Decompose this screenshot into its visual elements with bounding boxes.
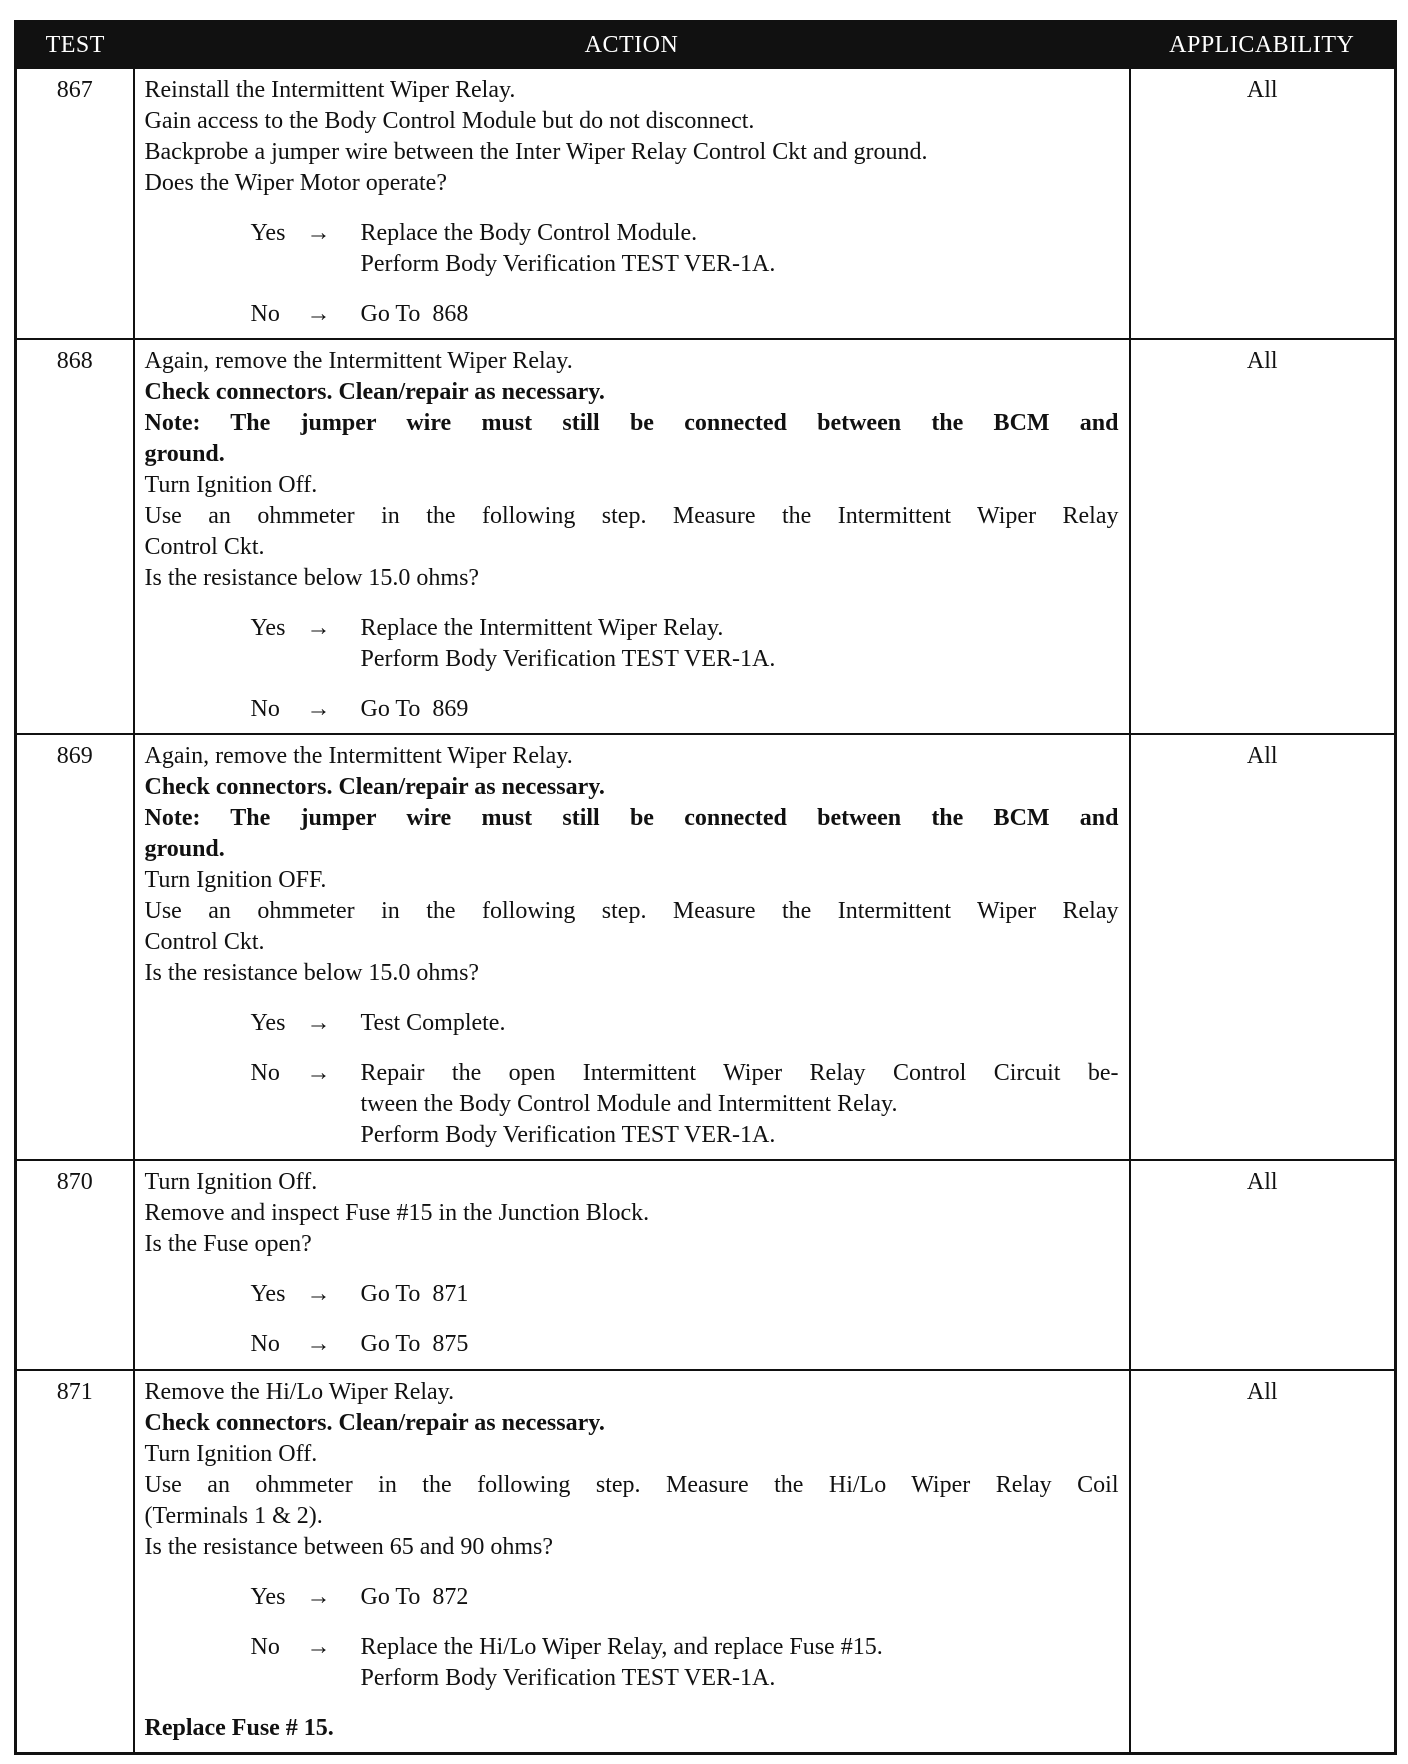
no-label: No	[250, 1060, 280, 1086]
no-result	[361, 694, 1119, 725]
step-text: Remove and inspect Fuse #15 in the Junction Block.	[144, 1200, 650, 1226]
result-line: Replace the Hi/Lo Wiper Relay, and replace Fuse #15.	[360, 1634, 883, 1660]
result-line: Go To 872	[360, 1584, 469, 1610]
arrow-icon: →	[306, 1060, 331, 1086]
step-text: Control Ckt.	[144, 929, 265, 955]
arrow-icon: →	[306, 1010, 331, 1036]
table-row	[16, 68, 1396, 339]
test-number: 867	[16, 68, 134, 339]
result-line: Go To 868	[360, 301, 469, 327]
applicability-value: All	[1130, 1160, 1396, 1370]
table-row	[16, 1160, 1396, 1370]
arrow-icon: →	[306, 615, 331, 641]
table-row	[16, 339, 1396, 734]
result-line: Test Complete.	[360, 1010, 506, 1036]
yes-label: Yes	[250, 220, 286, 246]
applicability-value: All	[1130, 339, 1396, 734]
applicability-value: All	[1130, 1370, 1396, 1754]
step-text: ground.	[144, 441, 225, 467]
action-cell	[134, 339, 1130, 734]
step-text: Use an ohmmeter in the following step. Measure the Intermittent Wiper Relay	[144, 898, 1119, 924]
test-number: 868	[16, 339, 134, 734]
step-text: Gain access to the Body Control Module but do not disconnect.	[144, 108, 755, 134]
yes-outcome	[145, 613, 1119, 675]
header-applicability: APPLICABILITY	[1130, 22, 1396, 69]
arrow-icon: →	[306, 696, 331, 722]
arrow-icon: →	[306, 1331, 331, 1357]
step-text: Reinstall the Intermittent Wiper Relay.	[144, 77, 516, 103]
step-text: Turn Ignition OFF.	[144, 867, 327, 893]
no-outcome	[145, 694, 1119, 725]
action-cell	[134, 734, 1130, 1160]
result-line: Perform Body Verification TEST VER-1A.	[360, 1122, 776, 1148]
applicability-value: All	[1130, 68, 1396, 339]
action-cell	[134, 1160, 1130, 1370]
step-text: Backprobe a jumper wire between the Inter Wiper Relay Control Ckt and ground.	[144, 139, 928, 165]
result-line: Repair the open Intermittent Wiper Relay Control Circuit be-	[360, 1060, 1119, 1086]
step-text: Use an ohmmeter in the following step. Measure the Intermittent Wiper Relay	[144, 503, 1119, 529]
step-text: Remove the Hi/Lo Wiper Relay.	[144, 1379, 455, 1405]
header-action: ACTION	[134, 22, 1130, 69]
arrow-icon: →	[306, 1634, 331, 1660]
yes-label: Yes	[250, 1010, 286, 1036]
step-text: ground.	[144, 836, 225, 862]
step-text: Check connectors. Clean/repair as necessary.	[144, 774, 605, 800]
yes-result	[361, 1279, 1119, 1310]
yes-result	[361, 613, 1119, 675]
table-row	[16, 1370, 1396, 1754]
arrow-icon: →	[306, 1281, 331, 1307]
step-text: (Terminals 1 & 2).	[144, 1503, 323, 1529]
result-line: Go To 871	[360, 1281, 469, 1307]
result-line: Perform Body Verification TEST VER-1A.	[360, 251, 776, 277]
result-line: Perform Body Verification TEST VER-1A.	[360, 646, 776, 672]
yes-label: Yes	[250, 1584, 286, 1610]
no-label: No	[250, 1634, 280, 1660]
no-outcome	[145, 299, 1119, 330]
test-number: 870	[16, 1160, 134, 1370]
step-text: Note: The jumper wire must still be connected between the BCM and	[144, 805, 1119, 831]
test-number: 871	[16, 1370, 134, 1754]
no-label: No	[250, 1331, 280, 1357]
yes-outcome	[145, 1008, 1119, 1039]
table-body	[16, 68, 1396, 1754]
step-text: Is the Fuse open?	[144, 1231, 312, 1257]
no-result	[361, 1329, 1119, 1360]
arrow-icon: →	[306, 220, 331, 246]
no-outcome	[145, 1058, 1119, 1151]
yes-outcome	[145, 218, 1119, 280]
table-row	[16, 734, 1396, 1160]
step-text: Is the resistance below 15.0 ohms?	[144, 960, 480, 986]
step-text: Note: The jumper wire must still be connected between the BCM and	[144, 410, 1119, 436]
header-test: TEST	[16, 22, 134, 69]
result-line: Go To 869	[360, 696, 469, 722]
step-text: Does the Wiper Motor operate?	[144, 170, 447, 196]
result-line: Replace the Intermittent Wiper Relay.	[360, 615, 724, 641]
result-line: tween the Body Control Module and Intermittent Relay.	[360, 1091, 898, 1117]
action-cell	[134, 1370, 1130, 1754]
table-header	[16, 22, 1396, 69]
step-text: Use an ohmmeter in the following step. Measure the Hi/Lo Wiper Relay Coil	[144, 1472, 1119, 1498]
result-line: Replace the Body Control Module.	[360, 220, 698, 246]
step-text: Is the resistance between 65 and 90 ohms?	[144, 1534, 554, 1560]
yes-result	[361, 1008, 1119, 1039]
yes-result	[361, 1582, 1119, 1613]
step-text: Is the resistance below 15.0 ohms?	[144, 565, 480, 591]
step-text: Check connectors. Clean/repair as necessary.	[144, 1410, 605, 1436]
no-label: No	[250, 301, 280, 327]
yes-result	[361, 218, 1119, 280]
action-cell	[134, 68, 1130, 339]
no-result	[361, 1058, 1119, 1151]
diagnostic-test-table	[14, 20, 1397, 1755]
step-text: Again, remove the Intermittent Wiper Relay.	[144, 743, 573, 769]
yes-outcome	[145, 1279, 1119, 1310]
no-result	[361, 1632, 1119, 1694]
step-text: Check connectors. Clean/repair as necessary.	[144, 379, 605, 405]
step-text: Turn Ignition Off.	[144, 1441, 318, 1467]
test-number: 869	[16, 734, 134, 1160]
arrow-icon: →	[306, 1584, 331, 1610]
no-outcome	[145, 1632, 1119, 1694]
final-note: Replace Fuse # 15.	[144, 1715, 334, 1741]
no-outcome	[145, 1329, 1119, 1360]
step-text: Turn Ignition Off.	[144, 472, 318, 498]
applicability-value: All	[1130, 734, 1396, 1160]
step-text: Again, remove the Intermittent Wiper Relay.	[144, 348, 573, 374]
step-text: Turn Ignition Off.	[144, 1169, 318, 1195]
result-line: Perform Body Verification TEST VER-1A.	[360, 1665, 776, 1691]
step-text: Control Ckt.	[144, 534, 265, 560]
arrow-icon: →	[306, 301, 331, 327]
yes-label: Yes	[250, 615, 286, 641]
result-line: Go To 875	[360, 1331, 469, 1357]
yes-outcome	[145, 1582, 1119, 1613]
no-result	[361, 299, 1119, 330]
yes-label: Yes	[250, 1281, 286, 1307]
no-label: No	[250, 696, 280, 722]
